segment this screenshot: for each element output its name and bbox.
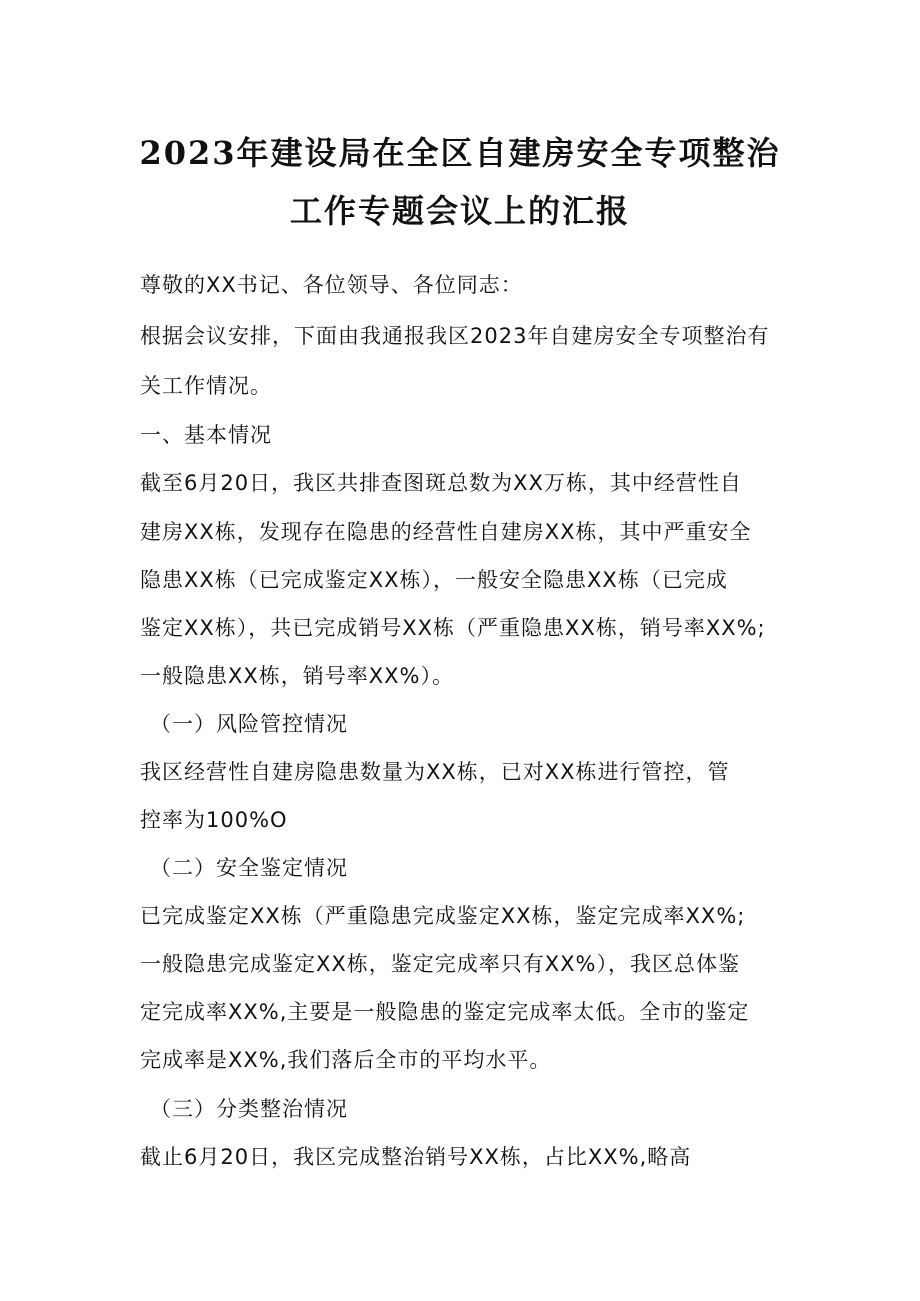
paragraph-line: 定完成率XX%,主要是一般隐患的鉴定完成率太低。全市的鉴定 (140, 1000, 750, 1024)
document-title-line-1: 2023年建设局在全区自建房安全专项整治 (139, 134, 781, 172)
subsection-heading: （二）安全鉴定情况 (150, 856, 348, 880)
paragraph-line: 一般隐患XX栋，销号率XX%）。 (140, 664, 454, 688)
paragraph-line: 截止6月20日，我区完成整治销号XX栋，占比XX%,略高 (140, 1145, 692, 1169)
paragraph-line: 建房XX栋，发现存在隐患的经营性自建房XX栋，其中严重安全 (140, 520, 752, 544)
subsection-heading: （三）分类整治情况 (150, 1097, 348, 1121)
paragraph-line: 根据会议安排，下面由我通报我区2023年自建房安全专项整治有 (140, 324, 770, 348)
paragraph-line: 一般隐患完成鉴定XX栋，鉴定完成率只有XX%），我区总体鉴 (140, 952, 740, 976)
paragraph-line: 隐患XX栋（已完成鉴定XX栋），一般安全隐患XX栋（已完成 (140, 568, 728, 592)
salutation: 尊敬的XX书记、各位领导、各位同志： (140, 273, 523, 297)
paragraph-line: 已完成鉴定XX栋（严重隐患完成鉴定XX栋，鉴定完成率XX%; (140, 904, 746, 928)
paragraph-line: 完成率是XX%,我们落后全市的平均水平。 (140, 1048, 552, 1072)
paragraph-line: 我区经营性自建房隐患数量为XX栋，已对XX栋进行管控，管 (140, 760, 730, 784)
document-title-line-2: 工作专题会议上的汇报 (289, 192, 630, 230)
subsection-heading: （一）风险管控情况 (150, 712, 348, 736)
paragraph-line: 控率为100%O (140, 808, 288, 832)
paragraph-line: 截至6月20日，我区共排查图斑总数为XX万栋，其中经营性自 (140, 471, 742, 495)
paragraph-line: 鉴定XX栋），共已完成销号XX栋（严重隐患XX栋，销号率XX%; (140, 616, 766, 640)
section-heading: 一、基本情况 (140, 423, 272, 447)
paragraph-line: 关工作情况。 (140, 374, 272, 398)
